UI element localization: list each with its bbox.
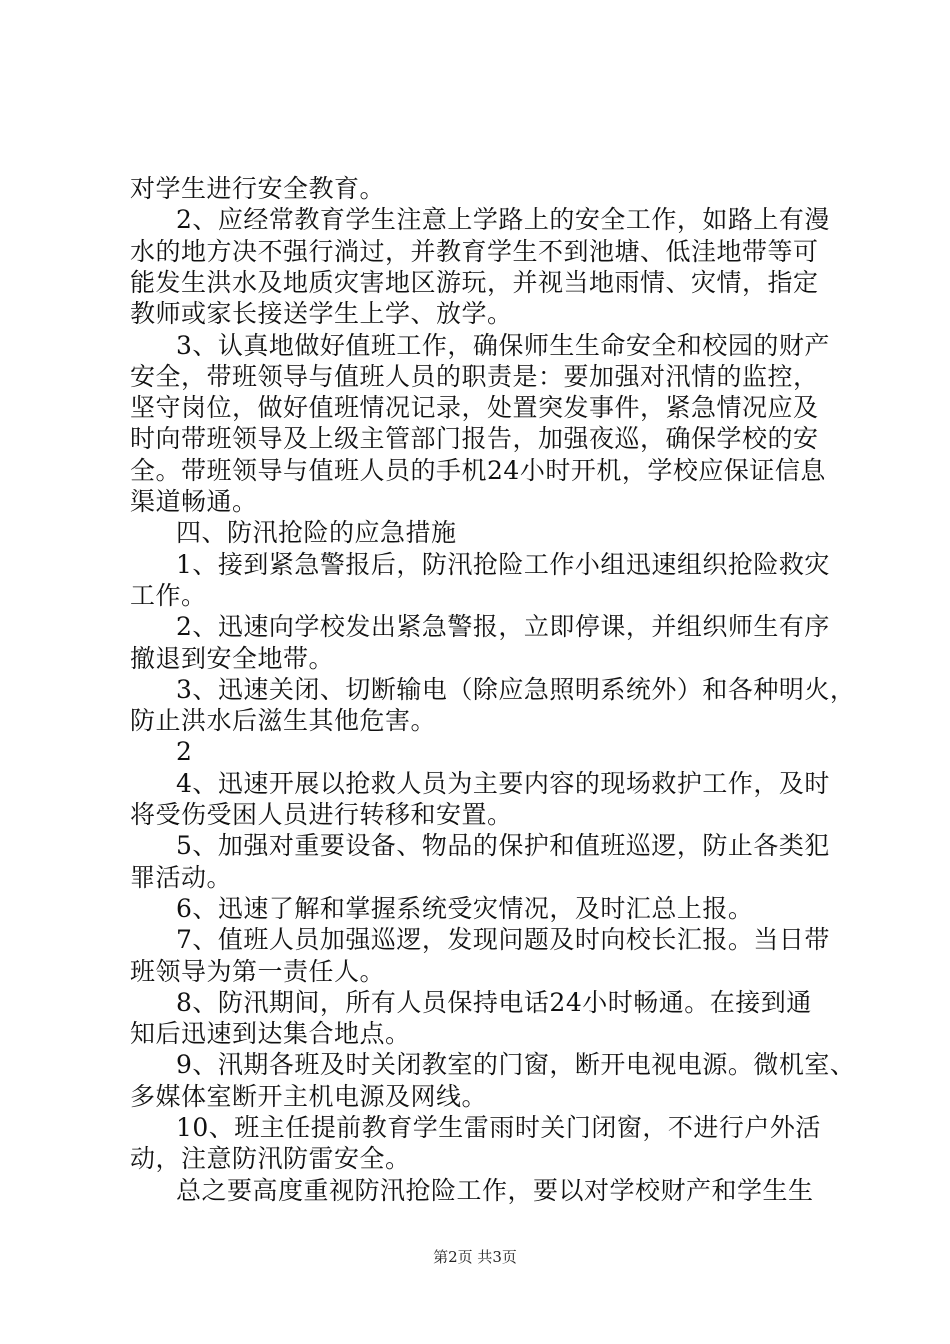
text-line: 将受伤受困人员进行转移和安置。 <box>130 800 513 829</box>
text-line: 9、汛期各班及时关闭教室的门窗，断开电视电源。微机室、 <box>176 1050 856 1079</box>
text-line: 撤退到安全地带。 <box>130 644 335 673</box>
text-line: 对学生进行安全教育。 <box>130 174 386 203</box>
text-line: 渠道畅通。 <box>130 487 258 516</box>
text-line: 坚守岗位，做好值班情况记录，处置突发事件，紧急情况应及 <box>130 393 819 422</box>
text-line: 3、迅速关闭、切断输电（除应急照明系统外）和各种明火， <box>176 675 856 704</box>
text-line: 3、认真地做好值班工作，确保师生生命安全和校园的财产 <box>176 331 830 360</box>
text-line: 全。带班领导与值班人员的手机24小时开机，学校应保证信息 <box>130 456 826 485</box>
page-number-inline: 2 <box>176 737 193 766</box>
text-line: 时向带班领导及上级主管部门报告，加强夜巡，确保学校的安 <box>130 424 819 453</box>
text-line: 1、接到紧急警报后，防汛抢险工作小组迅速组织抢险救灾 <box>176 550 830 579</box>
text-line: 2、迅速向学校发出紧急警报，立即停课，并组织师生有序 <box>176 612 830 641</box>
text-line: 知后迅速到达集合地点。 <box>130 1019 411 1048</box>
text-line: 教师或家长接送学生上学、放学。 <box>130 299 513 328</box>
text-line: 8、防汛期间，所有人员保持电话24小时畅通。在接到通 <box>176 988 812 1017</box>
text-line: 10、班主任提前教育学生雷雨时关门闭窗，不进行户外活 <box>176 1113 821 1142</box>
section-heading: 四、防汛抢险的应急措施 <box>176 518 457 547</box>
text-line: 能发生洪水及地质灾害地区游玩，并视当地雨情、灾情，指定 <box>130 268 819 297</box>
text-line: 工作。 <box>130 581 207 610</box>
text-line: 总之要高度重视防汛抢险工作，要以对学校财产和学生生 <box>176 1176 814 1205</box>
text-line: 动，注意防汛防雷安全。 <box>130 1144 411 1173</box>
text-line: 7、值班人员加强巡逻，发现问题及时向校长汇报。当日带 <box>176 925 830 954</box>
text-line: 4、迅速开展以抢救人员为主要内容的现场救护工作，及时 <box>176 769 830 798</box>
text-line: 班领导为第一责任人。 <box>130 957 386 986</box>
text-line: 安全，带班领导与值班人员的职责是：要加强对汛情的监控， <box>130 362 819 391</box>
text-line: 防止洪水后滋生其他危害。 <box>130 706 437 735</box>
text-line: 多媒体室断开主机电源及网线。 <box>130 1082 488 1111</box>
text-line: 6、迅速了解和掌握系统受灾情况，及时汇总上报。 <box>176 894 754 923</box>
text-line: 罪活动。 <box>130 863 233 892</box>
page-footer: 第2页 共3页 <box>433 1248 517 1266</box>
text-line: 水的地方决不强行淌过，并教育学生不到池塘、低洼地带等可 <box>130 237 819 266</box>
text-line: 5、加强对重要设备、物品的保护和值班巡逻，防止各类犯 <box>176 831 830 860</box>
text-line: 2、应经常教育学生注意上学路上的安全工作，如路上有漫 <box>176 205 830 234</box>
